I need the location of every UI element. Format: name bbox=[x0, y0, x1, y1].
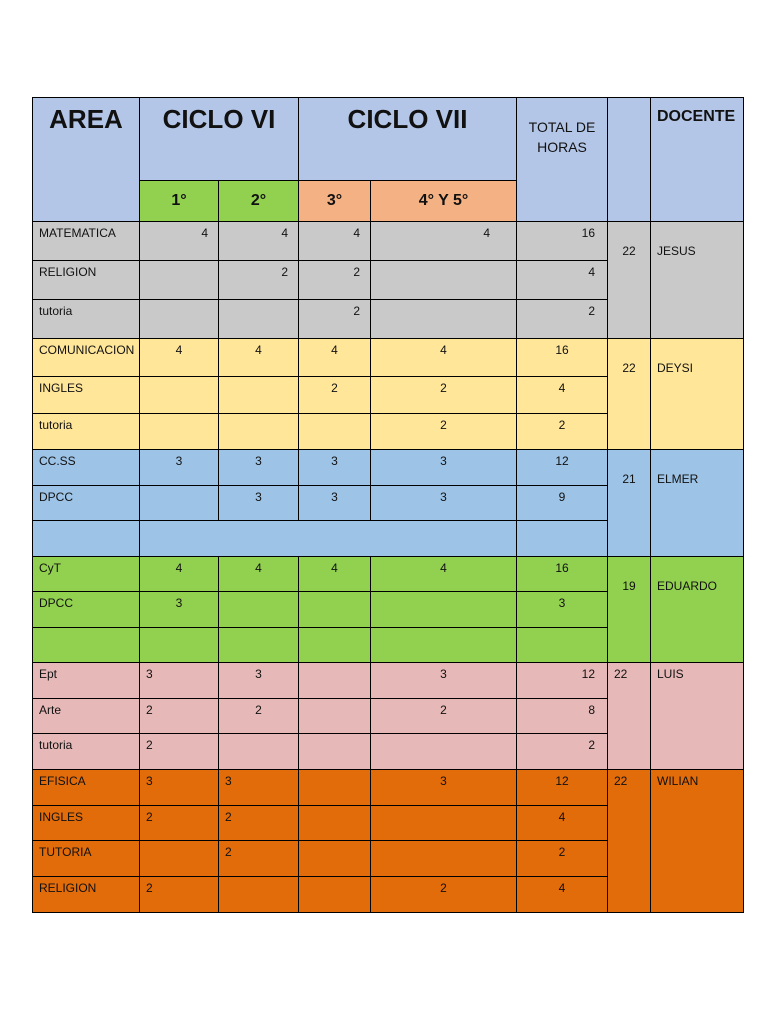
grade-45-cell-text: 3 bbox=[440, 667, 447, 681]
grade-45-cell-text: 3 bbox=[440, 774, 447, 788]
grade-1-cell bbox=[139, 805, 219, 841]
teacher-name-luis-text: LUIS bbox=[657, 667, 684, 681]
grade-2-cell bbox=[218, 485, 299, 521]
grade-3-cell bbox=[298, 376, 371, 414]
grade-1-cell bbox=[139, 769, 219, 806]
area-cell-text: MATEMATICA bbox=[39, 226, 116, 240]
area-cell-text: INGLES bbox=[39, 381, 84, 395]
area-cell bbox=[32, 627, 140, 663]
grade-1-cell-text: 3 bbox=[175, 454, 183, 468]
grade-2-cell bbox=[218, 805, 299, 841]
area-cell bbox=[32, 338, 140, 377]
total-cell bbox=[516, 413, 608, 450]
grade-2-cell bbox=[218, 221, 299, 261]
ciclo-vii-header bbox=[298, 97, 517, 181]
grade-45-cell bbox=[370, 733, 517, 770]
grade-45-cell-text: 4 bbox=[483, 226, 490, 240]
grade-1-cell bbox=[139, 733, 219, 770]
grade-45-cell bbox=[370, 338, 517, 377]
grade-1-cell bbox=[139, 376, 219, 414]
grade-1-cell bbox=[139, 485, 219, 521]
teacher-name-wilian-text: WILIAN bbox=[657, 774, 699, 788]
total-cell-text: 8 bbox=[588, 703, 595, 717]
grade-45-cell bbox=[370, 221, 517, 261]
total-cell-text: 12 bbox=[581, 667, 595, 681]
grade-3-cell bbox=[298, 338, 371, 377]
grade-3-cell-text: 2 bbox=[353, 304, 360, 318]
grade-1-cell bbox=[139, 627, 219, 663]
grade-2-cell bbox=[218, 769, 299, 806]
grade-3-cell bbox=[298, 627, 371, 663]
grade-45-cell bbox=[370, 769, 517, 806]
area-cell-text: DPCC bbox=[39, 490, 74, 504]
grade-3-cell-text: 4 bbox=[331, 343, 338, 357]
grade-45-cell-text: 2 bbox=[440, 703, 447, 717]
grade-2-cell bbox=[218, 260, 299, 300]
total-cell bbox=[516, 449, 608, 486]
grade-2-cell bbox=[218, 413, 299, 450]
area-cell bbox=[32, 260, 140, 300]
area-cell bbox=[32, 769, 140, 806]
area-cell bbox=[32, 520, 140, 557]
grade-1-cell bbox=[139, 698, 219, 734]
total-cell bbox=[516, 299, 608, 339]
total-cell-text: 16 bbox=[555, 343, 569, 357]
grade-45-cell bbox=[370, 805, 517, 841]
area-cell bbox=[32, 485, 140, 521]
grade-45-cell bbox=[370, 556, 517, 592]
grade-2-cell bbox=[218, 591, 299, 628]
teacher-name-eduardo-text: EDUARDO bbox=[657, 579, 718, 593]
grade-1-cell-text: 2 bbox=[146, 738, 153, 752]
grade-3-cell bbox=[298, 413, 371, 450]
teacher-name-elmer-text: ELMER bbox=[657, 472, 699, 486]
total-horas-header bbox=[516, 97, 608, 222]
total-cell-text: 3 bbox=[558, 596, 566, 610]
total-horas-line1: TOTAL DE bbox=[528, 119, 596, 135]
total-cell bbox=[516, 698, 608, 734]
total-cell-text: 4 bbox=[558, 381, 566, 395]
teacher-hours-deysi-text: 22 bbox=[622, 361, 636, 375]
grade-3-cell bbox=[298, 556, 371, 592]
grade-1-cell-text: 4 bbox=[201, 226, 208, 240]
grade-45-cell bbox=[370, 449, 517, 486]
total-cell-text: 16 bbox=[581, 226, 595, 240]
ciclo-vi-header bbox=[139, 97, 299, 181]
grade-3-cell bbox=[298, 485, 371, 521]
total-cell-text: 16 bbox=[555, 561, 569, 575]
total-cell bbox=[516, 876, 608, 913]
grade-3-cell bbox=[298, 840, 371, 877]
ciclo-vi-header-text: CICLO VI bbox=[162, 104, 276, 134]
area-cell-text: INGLES bbox=[39, 810, 84, 824]
grade-45-cell bbox=[370, 485, 517, 521]
grade-2-cell bbox=[218, 376, 299, 414]
grade-45-cell bbox=[370, 698, 517, 734]
teacher-name-eduardo bbox=[650, 556, 744, 663]
teacher-hours-deysi bbox=[607, 338, 651, 450]
grade-2-cell-text: 3 bbox=[255, 454, 262, 468]
grade-1-header-text: 1° bbox=[171, 192, 187, 209]
area-cell bbox=[32, 376, 140, 414]
grade-1-cell-text: 3 bbox=[146, 774, 153, 788]
grade-1-cell-text: 2 bbox=[146, 703, 153, 717]
teacher-name-wilian bbox=[650, 769, 744, 913]
total-cell bbox=[516, 805, 608, 841]
total-horas-line2: HORAS bbox=[537, 139, 587, 155]
grade-2-cell bbox=[218, 733, 299, 770]
area-cell bbox=[32, 221, 140, 261]
total-cell-text: 4 bbox=[588, 265, 595, 279]
grade-1-cell bbox=[139, 662, 219, 699]
area-cell bbox=[32, 698, 140, 734]
total-cell bbox=[516, 376, 608, 414]
grade-2-cell bbox=[218, 698, 299, 734]
total-cell-text: 12 bbox=[555, 774, 569, 788]
grade-2-header bbox=[218, 180, 299, 222]
grade-3-cell bbox=[298, 299, 371, 339]
hours-header bbox=[607, 97, 651, 222]
grade-45-cell bbox=[370, 627, 517, 663]
area-cell-text: RELIGION bbox=[39, 265, 97, 279]
grade-2-cell bbox=[218, 338, 299, 377]
grade-45-cell bbox=[370, 840, 517, 877]
grade-3-cell bbox=[298, 449, 371, 486]
grade-3-cell bbox=[298, 805, 371, 841]
total-cell-text: 12 bbox=[555, 454, 569, 468]
grade-45-cell-text: 2 bbox=[440, 881, 447, 895]
grade-2-cell-text: 4 bbox=[281, 226, 288, 240]
area-cell-text: EFISICA bbox=[39, 774, 86, 788]
teacher-hours-elmer-text: 21 bbox=[622, 472, 636, 486]
area-cell-text: Arte bbox=[39, 703, 62, 717]
area-cell bbox=[32, 733, 140, 770]
area-cell-text: DPCC bbox=[39, 596, 74, 610]
teacher-name-deysi-text: DEYSI bbox=[657, 361, 694, 375]
grade-2-cell bbox=[218, 627, 299, 663]
grade-2-cell-text: 3 bbox=[255, 490, 262, 504]
area-header-text: AREA bbox=[49, 104, 123, 134]
grade-1-cell-text: 2 bbox=[146, 881, 153, 895]
total-cell-text: 2 bbox=[558, 418, 566, 432]
grade-45-cell-text: 3 bbox=[440, 490, 447, 504]
grade-2-cell-text: 2 bbox=[225, 845, 232, 859]
total-cell-text: 2 bbox=[588, 304, 595, 318]
grade-2-cell bbox=[218, 840, 299, 877]
grade-1-cell-text: 2 bbox=[146, 810, 153, 824]
grade-2-cell bbox=[218, 662, 299, 699]
total-cell bbox=[516, 769, 608, 806]
area-cell bbox=[32, 449, 140, 486]
grade-2-cell bbox=[218, 876, 299, 913]
total-cell bbox=[516, 591, 608, 628]
area-cell-text: CC.SS bbox=[39, 454, 76, 468]
area-cell bbox=[32, 556, 140, 592]
teacher-name-deysi bbox=[650, 338, 744, 450]
total-cell bbox=[516, 520, 608, 557]
grade-2-header-text: 2° bbox=[250, 192, 267, 209]
grade-2-cell bbox=[218, 299, 299, 339]
teacher-hours-eduardo-text: 19 bbox=[622, 579, 636, 593]
teacher-hours-wilian-text: 22 bbox=[614, 774, 628, 788]
grade-3-cell-text: 2 bbox=[353, 265, 360, 279]
teacher-hours-elmer bbox=[607, 449, 651, 557]
grade-3-cell-text: 3 bbox=[331, 454, 338, 468]
grade-1-cell-text: 3 bbox=[175, 596, 183, 610]
grade-3-cell-text: 2 bbox=[331, 381, 338, 395]
grade-1-cell bbox=[139, 840, 219, 877]
grade-45-cell bbox=[370, 260, 517, 300]
docente-header bbox=[650, 97, 744, 222]
grade-45-cell bbox=[370, 299, 517, 339]
grade-1-cell bbox=[139, 299, 219, 339]
grade-1-cell bbox=[139, 221, 219, 261]
grade-2-cell bbox=[218, 449, 299, 486]
grade-3-cell bbox=[298, 698, 371, 734]
teacher-hours-jesus bbox=[607, 221, 651, 339]
grade-2-cell-text: 3 bbox=[225, 774, 232, 788]
area-cell-text: tutoria bbox=[39, 418, 73, 432]
teacher-hours-luis bbox=[607, 662, 651, 770]
total-cell bbox=[516, 840, 608, 877]
teacher-hours-eduardo bbox=[607, 556, 651, 663]
grade-1-cell bbox=[139, 260, 219, 300]
area-cell bbox=[32, 805, 140, 841]
total-cell bbox=[516, 260, 608, 300]
teacher-hours-wilian bbox=[607, 769, 651, 913]
grade-45-cell bbox=[370, 876, 517, 913]
grade-3-cell bbox=[298, 662, 371, 699]
total-cell-text: 4 bbox=[558, 810, 566, 824]
grade-1-cell bbox=[139, 413, 219, 450]
area-cell-text: Ept bbox=[39, 667, 58, 681]
grade-3-cell bbox=[298, 769, 371, 806]
grade-2-cell-text: 4 bbox=[255, 343, 262, 357]
grade-1-cell-text: 3 bbox=[146, 667, 153, 681]
grade-1-cell bbox=[139, 338, 219, 377]
total-cell bbox=[516, 221, 608, 261]
grade-3-header-text: 3° bbox=[326, 192, 343, 209]
grade-2-cell-text: 3 bbox=[255, 667, 262, 681]
grade-45-cell bbox=[370, 662, 517, 699]
grade-45-cell-text: 4 bbox=[440, 561, 447, 575]
area-cell-text: RELIGION bbox=[39, 881, 97, 895]
area-cell bbox=[32, 299, 140, 339]
total-cell bbox=[516, 662, 608, 699]
area-cell bbox=[32, 662, 140, 699]
grade-3-cell-text: 4 bbox=[353, 226, 360, 240]
grade-2-cell-text: 2 bbox=[225, 810, 232, 824]
area-cell bbox=[32, 840, 140, 877]
grade-45-header-text: 4° Y 5° bbox=[418, 192, 469, 209]
grade-2-cell-text: 2 bbox=[281, 265, 288, 279]
grade-1-cell-text: 4 bbox=[175, 561, 183, 575]
area-cell bbox=[32, 591, 140, 628]
total-cell-text: 2 bbox=[588, 738, 595, 752]
area-cell-text: CyT bbox=[39, 561, 61, 575]
grade-1-cell-text: 4 bbox=[175, 343, 183, 357]
total-cell bbox=[516, 556, 608, 592]
total-cell bbox=[516, 733, 608, 770]
area-cell bbox=[32, 876, 140, 913]
grade-1-header bbox=[139, 180, 219, 222]
grade-3-cell bbox=[298, 876, 371, 913]
area-cell-text: tutoria bbox=[39, 738, 73, 752]
teacher-name-jesus-text: JESUS bbox=[657, 244, 696, 258]
total-cell bbox=[516, 627, 608, 663]
grade-2-cell-text: 4 bbox=[255, 561, 262, 575]
teacher-hours-luis-text: 22 bbox=[614, 667, 628, 681]
teacher-name-elmer bbox=[650, 449, 744, 557]
grade-45-cell-text: 2 bbox=[440, 418, 447, 432]
area-cell-text: COMUNICACION bbox=[39, 343, 135, 357]
area-cell-text: TUTORIA bbox=[39, 845, 92, 859]
grade-3-cell-text: 3 bbox=[331, 490, 338, 504]
grade-45-cell-text: 3 bbox=[440, 454, 447, 468]
grade-45-cell-text: 4 bbox=[440, 343, 447, 357]
teacher-name-luis bbox=[650, 662, 744, 770]
grade-2-cell-text: 2 bbox=[255, 703, 262, 717]
total-cell-text: 4 bbox=[558, 881, 566, 895]
grade-1-cell bbox=[139, 591, 219, 628]
docente-header-text: DOCENTE bbox=[657, 108, 736, 125]
grade-45-cell bbox=[370, 591, 517, 628]
grade-1-cell bbox=[139, 449, 219, 486]
ciclo-vii-header-text: CICLO VII bbox=[347, 104, 468, 134]
total-cell-text: 2 bbox=[558, 845, 566, 859]
area-cell-text: tutoria bbox=[39, 304, 73, 318]
area-cell bbox=[32, 413, 140, 450]
grade-45-cell bbox=[370, 376, 517, 414]
grade-1-cell bbox=[139, 556, 219, 592]
grade-3-cell bbox=[298, 260, 371, 300]
total-cell-text: 9 bbox=[558, 490, 566, 504]
grade-3-cell-text: 4 bbox=[331, 561, 338, 575]
merged-empty-cell bbox=[139, 520, 517, 557]
grade-3-cell bbox=[298, 221, 371, 261]
grade-1-cell bbox=[139, 876, 219, 913]
grade-2-cell bbox=[218, 556, 299, 592]
grade-3-header bbox=[298, 180, 371, 222]
total-cell bbox=[516, 338, 608, 377]
teacher-hours-jesus-text: 22 bbox=[622, 244, 636, 258]
total-cell bbox=[516, 485, 608, 521]
area-header bbox=[32, 97, 140, 222]
grade-45-cell bbox=[370, 413, 517, 450]
grade-45-header bbox=[370, 180, 517, 222]
grade-45-cell-text: 2 bbox=[440, 381, 447, 395]
grade-3-cell bbox=[298, 591, 371, 628]
grade-3-cell bbox=[298, 733, 371, 770]
teacher-name-jesus bbox=[650, 221, 744, 339]
